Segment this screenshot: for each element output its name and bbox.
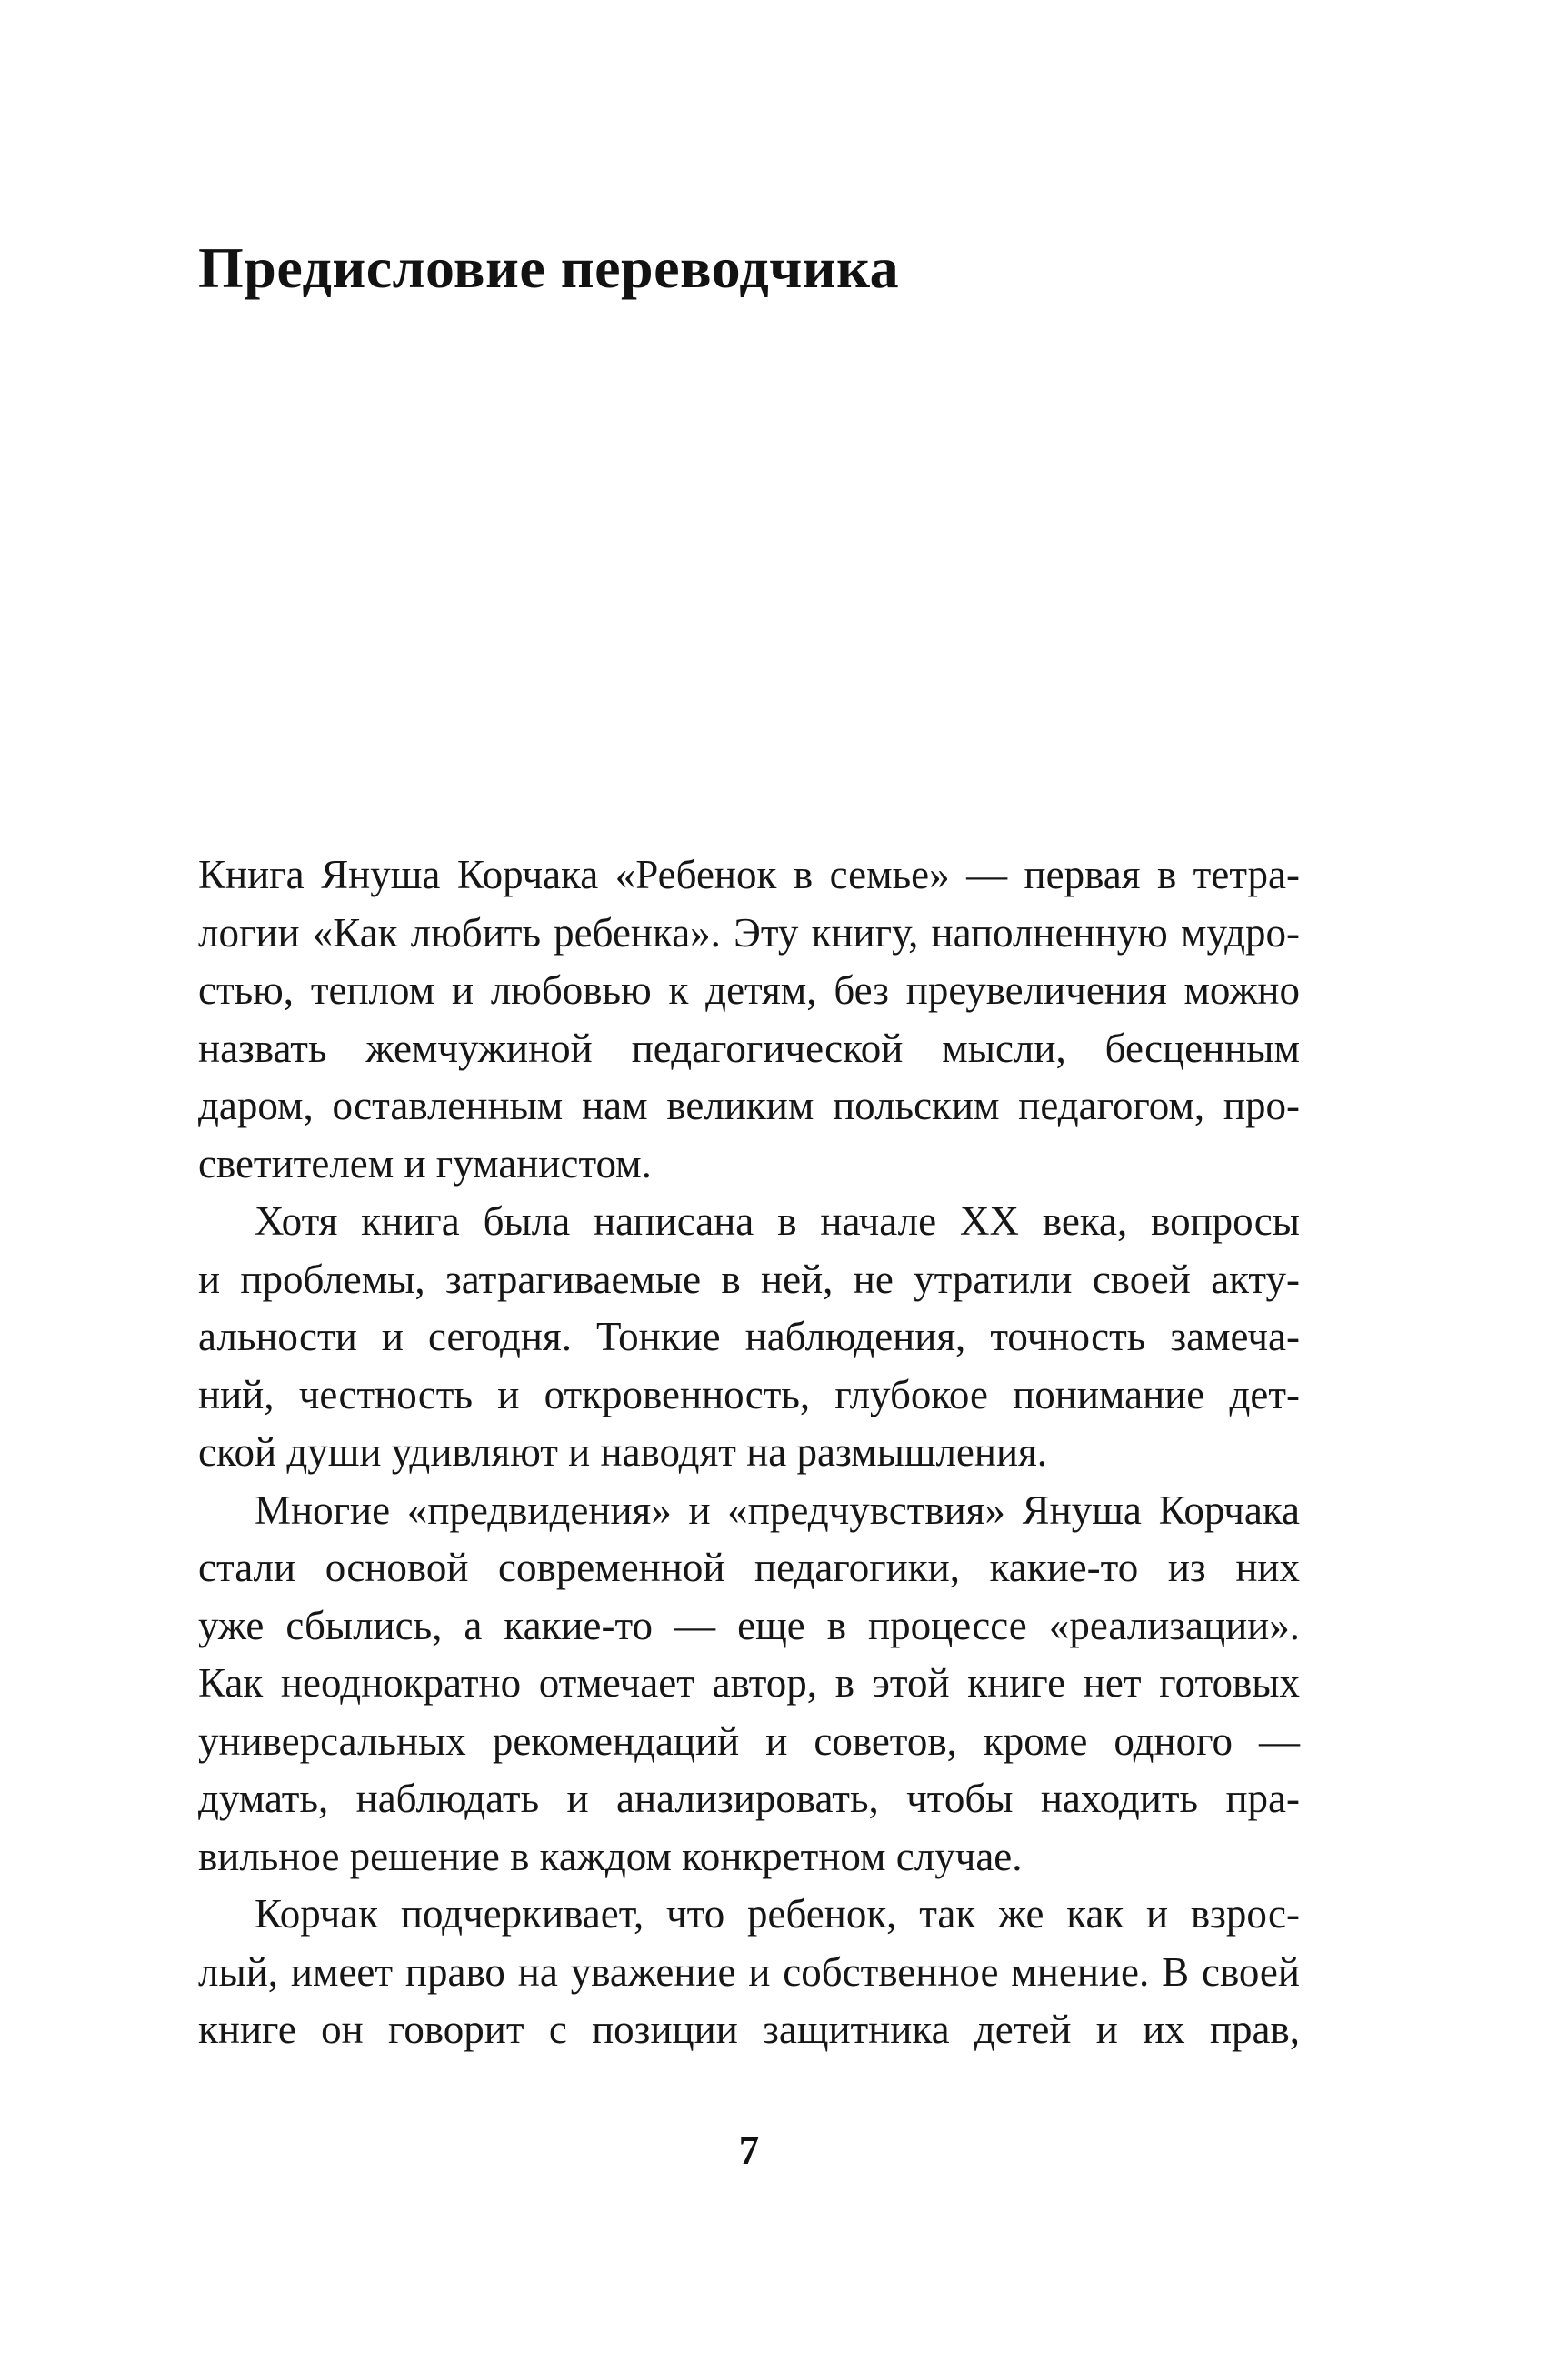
- text-line: альности и сегодня. Тонкие наблюдения, точность замеча-: [198, 1314, 1300, 1359]
- text-line: вильное решение в каждом конкретном случае.: [198, 1833, 1023, 1879]
- text-line: думать, наблюдать и анализировать, чтобы находить пра-: [198, 1776, 1300, 1821]
- text-line: Как неоднократно отмечает автор, в этой книге нет готовых: [198, 1660, 1300, 1706]
- text-line: книге он говорит с позиции защитника детей и их прав,: [198, 2007, 1300, 2052]
- text-line: Хотя книга была написана в начале XX века, вопросы: [255, 1198, 1300, 1244]
- text-line: даром, оставленным нам великим польским педагогом, про-: [198, 1083, 1300, 1128]
- text-line: универсальных рекомендаций и советов, кроме одного —: [198, 1717, 1300, 1764]
- text-line: уже сбылись, а какие-то — еще в процессе «реализации».: [198, 1602, 1300, 1648]
- page-number: 7: [738, 2128, 760, 2173]
- text-line: Книга Януша Корчака «Ребенок в семье» — первая в тетра-: [198, 852, 1300, 897]
- body-text: [198, 846, 1300, 2059]
- text-line: назвать жемчужиной педагогической мысли, бесценным: [198, 1025, 1300, 1071]
- text-line: ний, честность и откровенность, глубокое понимание дет-: [198, 1371, 1300, 1417]
- text-line: Корчак подчеркивает, что ребенок, так же как и взрос-: [255, 1891, 1300, 1937]
- text-line: и проблемы, затрагиваемые в ней, не утратили своей акту-: [198, 1256, 1300, 1302]
- text-line: лый, имеет право на уважение и собственное мнение. В своей: [198, 1948, 1300, 1995]
- text-line: светителем и гуманистом.: [198, 1140, 652, 1187]
- text-line: стали основой современной педагогики, какие-то из них: [198, 1545, 1300, 1590]
- text-line: Многие «предвидения» и «предчувствия» Януша Корчака: [255, 1487, 1300, 1533]
- chapter-title: Предисловие переводчика: [198, 235, 900, 300]
- text-line: логии «Как любить ребенка». Эту книгу, наполненную мудро-: [198, 909, 1300, 956]
- text-line: стью, теплом и любовью к детям, без преувеличения можно: [198, 967, 1300, 1013]
- text-line: ской души удивляют и наводят на размышления.: [198, 1429, 1048, 1475]
